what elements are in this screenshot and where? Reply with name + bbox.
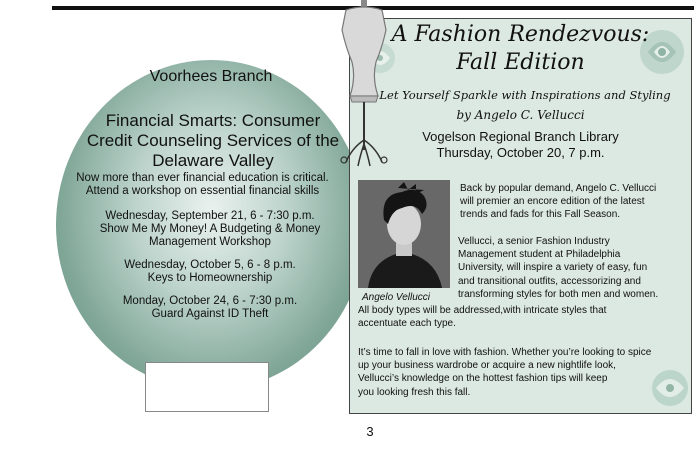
title-line-2: Fall Edition bbox=[456, 50, 585, 75]
page-number: 3 bbox=[366, 424, 374, 439]
paragraph-line: trends and fads for this Fall Season. bbox=[460, 209, 621, 221]
paragraph-line: It’s time to fall in love with fashion. Whether you’re looking to spice bbox=[358, 347, 652, 358]
workshop-name: Show Me My Money! A Budgeting & Money bbox=[99, 223, 321, 235]
workshop-item bbox=[60, 259, 360, 285]
paragraph-line: Back by popular demand, Angelo C. Vellucci bbox=[460, 183, 657, 194]
description-paragraph-3 bbox=[358, 346, 690, 399]
workshop-item bbox=[60, 210, 360, 249]
paragraph-line: Management student at Philadelphia bbox=[458, 249, 621, 261]
venue-info bbox=[349, 129, 692, 161]
paragraph-line: will premier an encore edition of the latest bbox=[460, 196, 645, 208]
workshop-date: Wednesday, September 21, 6 - 7:30 p.m. bbox=[105, 210, 315, 222]
title-line-1: A Fashion Rendezvous: bbox=[391, 22, 650, 47]
paragraph-line: University, will inspire a variety of easy, fun bbox=[458, 262, 648, 274]
workshop-item bbox=[60, 295, 360, 321]
fashion-title bbox=[349, 21, 692, 77]
title-line: Credit Counseling Services of the bbox=[86, 131, 340, 150]
venue-name: Vogelson Regional Branch Library bbox=[422, 129, 619, 144]
intro-text bbox=[50, 172, 355, 198]
title-line: Delaware Valley bbox=[152, 151, 274, 170]
blank-box bbox=[145, 362, 269, 412]
tagline: Let Yourself Sparkle with Inspirations and Styling bbox=[379, 88, 671, 102]
intro-line: Now more than ever financial education is critical. bbox=[76, 172, 329, 184]
paragraph-line: accentuate each type. bbox=[358, 318, 456, 330]
description-paragraph-1 bbox=[460, 182, 688, 222]
paragraph-line: Vellucci, a senior Fashion Industry bbox=[458, 236, 610, 247]
event-datetime: Thursday, October 20, 7 p.m. bbox=[436, 145, 605, 160]
event-title bbox=[48, 111, 378, 171]
description-paragraph-2-continued bbox=[358, 304, 688, 330]
intro-line: Attend a workshop on essential financial skills bbox=[85, 185, 320, 197]
workshop-date: Monday, October 24, 6 - 7:30 p.m. bbox=[122, 295, 298, 307]
photo-caption: Angelo Vellucci bbox=[362, 292, 431, 303]
byline: by Angelo C. Vellucci bbox=[456, 108, 585, 122]
paragraph-line: Vellucci’s knowledge on the hottest fashion tips will keep bbox=[358, 373, 608, 385]
workshop-name: Guard Against ID Theft bbox=[151, 308, 269, 320]
description-paragraph-2 bbox=[458, 235, 690, 301]
paragraph-line: All body types will be addressed,with intricate styles that bbox=[358, 305, 607, 316]
presenter-photo bbox=[358, 180, 450, 288]
workshop-date: Wednesday, October 5, 6 - 8 p.m. bbox=[124, 259, 296, 271]
paragraph-line: and transitional outfits, accessorizing and bbox=[458, 275, 641, 287]
branch-name: Voorhees Branch bbox=[149, 68, 273, 85]
title-line: Financial Smarts: Consumer bbox=[105, 111, 321, 130]
paragraph-line: up your business wardrobe or acquire a new nightlife look, bbox=[358, 360, 616, 372]
paragraph-line: transforming styles for both men and women. bbox=[458, 288, 659, 300]
workshop-name: Management Workshop bbox=[149, 236, 271, 248]
workshop-list bbox=[60, 210, 360, 331]
paragraph-line: you looking fresh this fall. bbox=[358, 386, 471, 398]
workshop-name: Keys to Homeownership bbox=[147, 272, 273, 284]
